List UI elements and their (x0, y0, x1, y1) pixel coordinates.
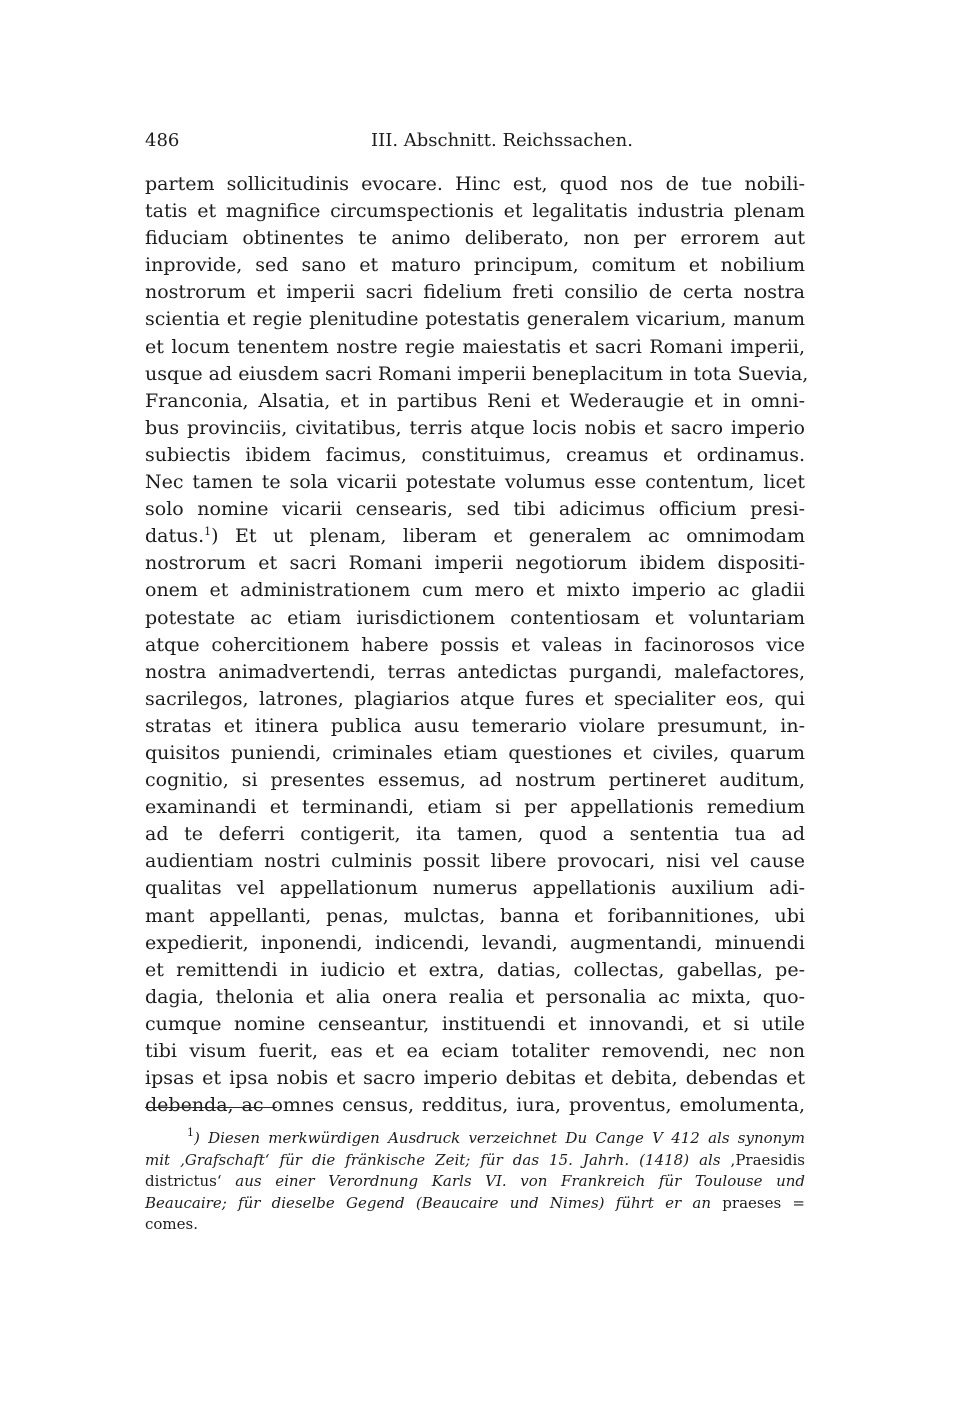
footnote-quoted-term: praeses = (722, 1193, 805, 1212)
text-line: onem et administrationem cum mero et mixto imperio ac gladii (145, 579, 805, 602)
footnote-text: Beaucaire; für dieselbe Gegend (Beaucaire und Nimes) führt er an (145, 1193, 723, 1212)
body-text (145, 171, 809, 1119)
text-line: mant appellanti, penas, mulctas, banna et foribannitiones, ubi (145, 904, 805, 927)
text-line: scientia et regie plenitudine potestatis generalem vicarium, manum (145, 308, 805, 331)
text-line: stratas et itinera publica ausu temerario violare presumunt, in- (145, 714, 805, 737)
text-line: nostrorum et sacri Romani imperii negotiorum ibidem dispositi- (145, 552, 805, 575)
footnote-text: ) Diesen merkwürdigen Ausdruck verzeichnet Du Cange V 412 als synonym (194, 1129, 805, 1147)
text-line: usque ad eiusdem sacri Romani imperii beneplacitum in tota Suevia, (145, 362, 809, 385)
footnote-quoted-term: ,Praesidis (730, 1150, 805, 1169)
text-line: nostra animadvertendi, terras antedictas purgandi, malefactores, (145, 660, 805, 683)
text-line: audientiam nostri culminis possit libere provocari, nisi vel cause (145, 850, 805, 873)
footnote-marker: 1 (187, 1126, 194, 1139)
footnote-line (145, 1193, 805, 1215)
text-line: potestate ac etiam iurisdictionem contentiosam et voluntariam (145, 606, 805, 629)
footnote-reference-marker[interactable]: 1 (204, 525, 212, 539)
text-line: debenda, ac omnes census, redditus, iura, proventus, emolumenta, (145, 1094, 805, 1117)
text-line: partem sollicitudinis evocare. Hinc est, quod nos de tue nobili- (145, 173, 805, 195)
line-text-before: datus. (145, 525, 205, 548)
text-line: cognitio, si presentes essemus, ad nostrum pertineret auditum, (145, 769, 805, 792)
footnote-line (145, 1171, 805, 1193)
text-line: nostrorum et imperii sacri fidelium freti consilio de certa nostra (145, 281, 805, 304)
text-line: ad te deferri contigerit, ita tamen, quod a sententia tua ad (145, 823, 805, 846)
text-line: ipsas et ipsa nobis et sacro imperio debitas et debita, debendas et (145, 1067, 805, 1090)
text-line: tibi visum fuerit, eas et ea eciam totaliter removendi, nec non (145, 1040, 805, 1062)
text-line: expedierit, inponendi, indicendi, levandi, augmentandi, minuendi (145, 931, 805, 954)
footnote-quoted-term: districtus‘ (145, 1172, 222, 1190)
page-number: 486 (145, 130, 180, 151)
footnote-line (145, 1128, 805, 1150)
footnote-text: mit ,Grafschaft‘ für die fränkische Zeit; für das 15. Jahrh. (1418) als (145, 1150, 731, 1169)
text-line: cumque nomine censeantur, instituendi et innovandi, et si utile (145, 1012, 805, 1035)
text-line: dagia, thelonia et alia onera realia et personalia ac mixta, quo- (145, 985, 805, 1008)
running-head (145, 130, 805, 158)
text-line: Nec tamen te sola vicarii potestate volumus esse contentum, licet (145, 471, 805, 494)
text-line: fiduciam obtinentes te animo deliberato, non per errorem aut (145, 227, 805, 250)
text-line: sacrilegos, latrones, plagiarios atque fures et specialiter eos, qui (145, 687, 805, 710)
footnote-line: comes. (145, 1215, 198, 1233)
text-line: atque cohercitionem habere possis et valeas in facinorosos vice (145, 633, 805, 656)
line-text-after: ) Et ut plenam, liberam et generalem ac omnimodam (211, 525, 805, 548)
text-line: Franconia, Alsatia, et in partibus Reni et Wederaugie et in omni- (145, 389, 805, 412)
text-line: et remittendi in iudicio et extra, datias, collectas, gabellas, pe- (145, 958, 805, 981)
text-line: quisitos puniendi, criminales etiam questiones et civiles, quarum (145, 741, 805, 764)
text-line: subiectis ibidem facimus, constituimus, creamus et ordinamus. (145, 443, 805, 466)
footnote (145, 1128, 805, 1236)
section-title: III. Abschnitt. Reichssachen. (371, 130, 633, 151)
text-line: solo nomine vicarii censearis, sed tibi adicimus officium presi- (145, 498, 805, 521)
text-line: bus provinciis, civitatibus, terris atque locis nobis et sacro imperio (145, 416, 805, 439)
text-line: et locum tenentem nostre regie maiestatis et sacri Romani imperii, (145, 335, 805, 358)
text-line: qualitas vel appellationum numerus appellationis auxilium adi- (145, 877, 805, 900)
text-line: tatis et magnifice circumspectionis et legalitatis industria plenam (145, 200, 805, 223)
footnote-reference-line (145, 523, 805, 550)
text-line: examinandi et terminandi, etiam si per appellationis remedium (145, 796, 805, 819)
text-line: inprovide, sed sano et maturo principum, comitum et nobilium (145, 254, 805, 277)
footnote-separator-rule (145, 1107, 277, 1108)
footnote-line (145, 1150, 805, 1172)
footnote-text: aus einer Verordnung Karls VI. von Frankreich für Toulouse und (221, 1172, 805, 1190)
